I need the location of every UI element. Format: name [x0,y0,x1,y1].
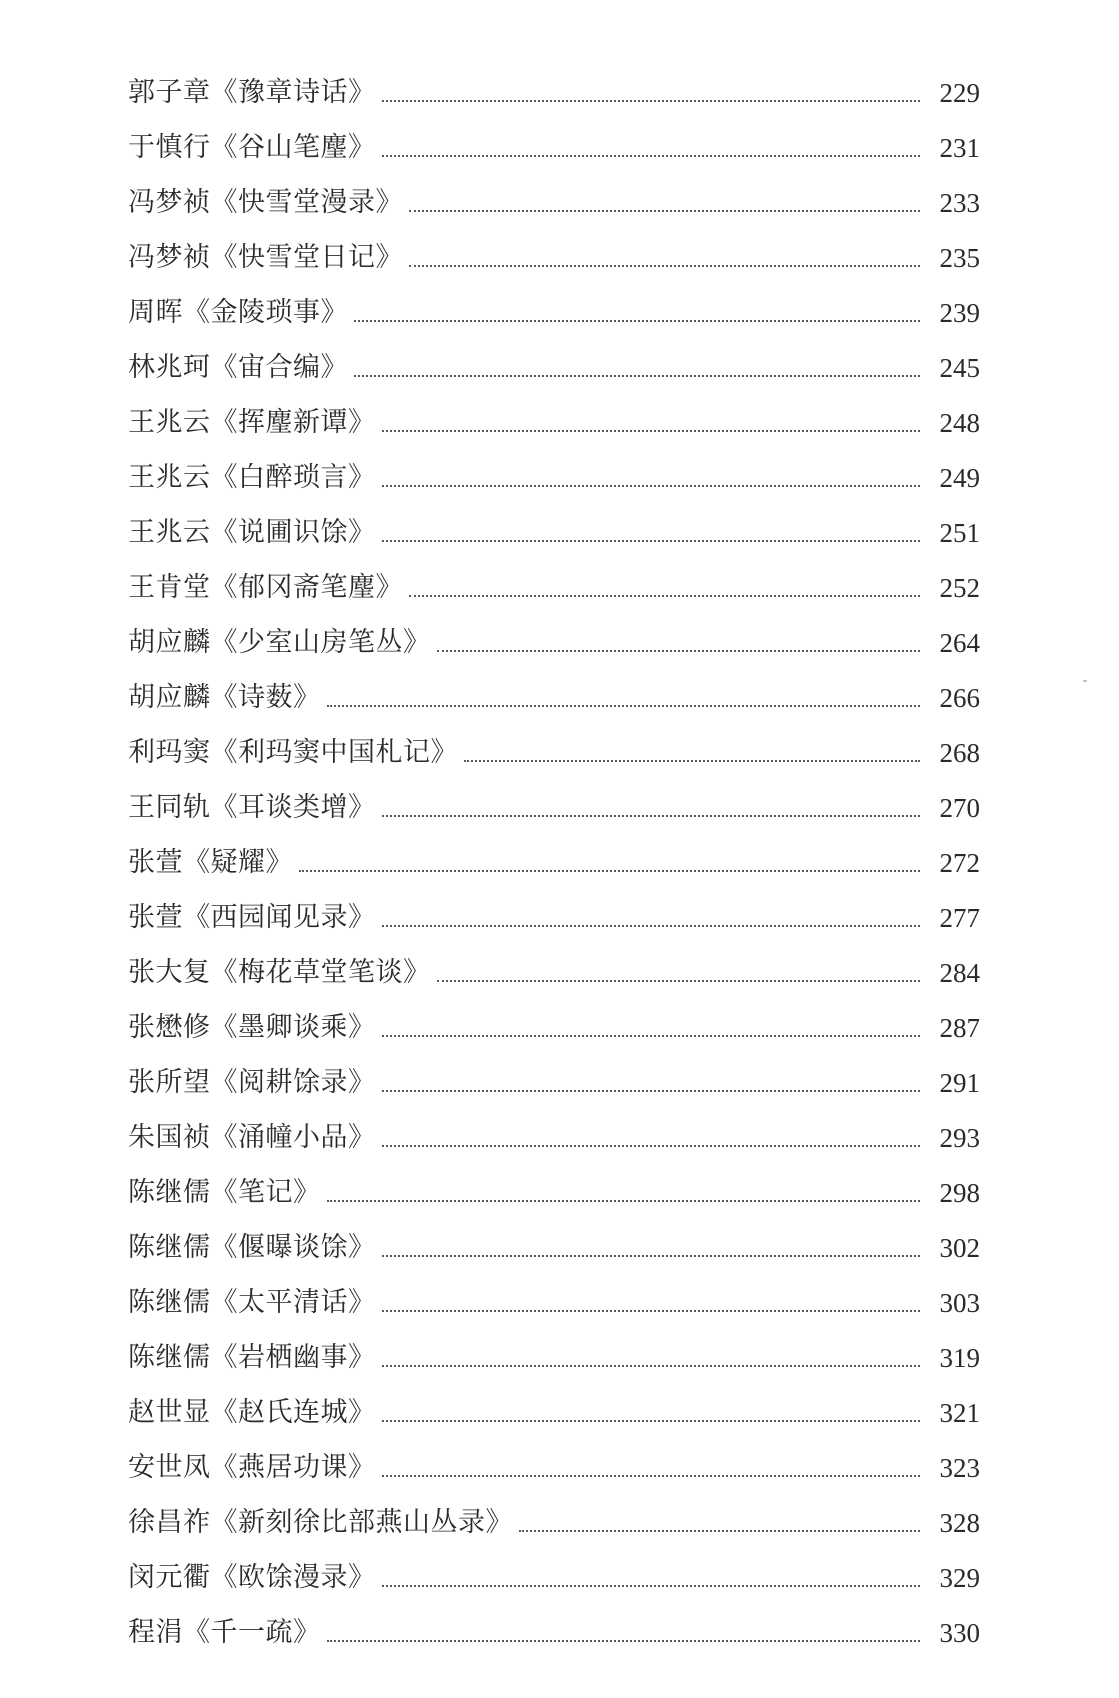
toc-entry [128,1158,980,1213]
toc-entry-page: 266 [939,683,980,713]
toc-entry [128,993,980,1048]
toc-entry-page: 319 [939,1343,980,1373]
dot-leader [437,650,921,652]
toc-entry [128,443,980,498]
toc-entry-title: 王肯堂《郁冈斋笔麈》 [128,572,403,603]
toc-entry [128,1323,980,1378]
toc-entry-title: 闵元衢《欧馀漫录》 [128,1562,376,1593]
toc-entry-page: 330 [939,1618,980,1648]
toc-entry [128,1213,980,1268]
toc-entry-page: 287 [939,1013,980,1043]
dot-leader [464,760,920,762]
dot-leader [437,980,921,982]
toc-entry [128,1598,980,1653]
toc-entry-page: 245 [939,353,980,383]
toc-entry-title: 张大复《梅花草堂笔谈》 [128,957,431,988]
dot-leader [382,485,921,487]
toc-entry-page: 302 [939,1233,980,1263]
dot-leader [409,595,920,597]
toc-entry-title: 张萱《西园闻见录》 [128,902,376,933]
toc-entry-title: 张所望《阅耕馀录》 [128,1067,376,1098]
toc-entry-page: 239 [939,298,980,328]
toc-entry-page: 231 [939,133,980,163]
dot-leader [382,1365,921,1367]
toc-entry-page: 284 [939,958,980,988]
dot-leader [382,155,921,157]
toc-entry-page: 291 [939,1068,980,1098]
toc-entry [128,1103,980,1158]
scan-speck [1083,680,1087,682]
toc-entry [128,773,980,828]
dot-leader [382,1475,921,1477]
toc-entry-title: 周晖《金陵琐事》 [128,297,348,328]
dot-leader [382,1035,921,1037]
toc-entry [128,663,980,718]
toc-entry [128,1488,980,1543]
table-of-contents [128,58,980,1653]
dot-leader [519,1530,920,1532]
toc-entry-title: 利玛窦《利玛窦中国札记》 [128,737,458,768]
toc-entry-page: 249 [939,463,980,493]
toc-entry [128,58,980,113]
toc-entry-title: 于慎行《谷山笔麈》 [128,132,376,163]
toc-entry-title: 徐昌祚《新刻徐比部燕山丛录》 [128,1507,513,1538]
toc-entry-page: 229 [939,78,980,108]
toc-entry-title: 程涓《千一疏》 [128,1617,321,1648]
dot-leader [354,375,920,377]
toc-entry-page: 272 [939,848,980,878]
toc-entry [128,168,980,223]
dot-leader [354,320,920,322]
toc-entry-page: 270 [939,793,980,823]
toc-entry-page: 328 [939,1508,980,1538]
toc-entry [128,113,980,168]
dot-leader [382,100,921,102]
toc-entry [128,883,980,938]
toc-entry [128,1268,980,1323]
toc-entry-title: 王兆云《说圃识馀》 [128,517,376,548]
dot-leader [382,1420,921,1422]
toc-entry-title: 胡应麟《少室山房笔丛》 [128,627,431,658]
toc-entry-page: 251 [939,518,980,548]
toc-entry-title: 郭子章《豫章诗话》 [128,77,376,108]
toc-entry [128,1433,980,1488]
toc-entry [128,1048,980,1103]
dot-leader [382,1145,921,1147]
dot-leader [382,1310,921,1312]
toc-entry-page: 293 [939,1123,980,1153]
toc-entry-page: 303 [939,1288,980,1318]
toc-entry-title: 陈继儒《笔记》 [128,1177,321,1208]
toc-entry-page: 298 [939,1178,980,1208]
toc-entry-page: 252 [939,573,980,603]
dot-leader [327,1200,921,1202]
toc-entry-page: 321 [939,1398,980,1428]
dot-leader [327,1640,921,1642]
dot-leader [382,925,921,927]
toc-entry-title: 林兆珂《宙合编》 [128,352,348,383]
dot-leader [382,1585,921,1587]
toc-entry-page: 235 [939,243,980,273]
toc-entry [128,278,980,333]
dot-leader [382,430,921,432]
toc-entry-title: 陈继儒《太平清话》 [128,1287,376,1318]
toc-entry-title: 王兆云《挥麈新谭》 [128,407,376,438]
toc-entry [128,1378,980,1433]
toc-entry-page: 233 [939,188,980,218]
dot-leader [327,705,921,707]
toc-entry-title: 王兆云《白醉琐言》 [128,462,376,493]
toc-entry [128,828,980,883]
toc-entry-title: 胡应麟《诗薮》 [128,682,321,713]
dot-leader [382,1090,921,1092]
toc-entry [128,498,980,553]
toc-entry-title: 陈继儒《偃曝谈馀》 [128,1232,376,1263]
toc-entry [128,333,980,388]
toc-entry-title: 安世凤《燕居功课》 [128,1452,376,1483]
toc-entry-title: 陈继儒《岩栖幽事》 [128,1342,376,1373]
toc-entry [128,718,980,773]
toc-entry-title: 冯梦祯《快雪堂日记》 [128,242,403,273]
dot-leader [382,1255,921,1257]
toc-entry [128,223,980,278]
dot-leader [299,870,920,872]
dot-leader [409,265,920,267]
toc-entry-title: 赵世显《赵氏连城》 [128,1397,376,1428]
toc-entry-page: 268 [939,738,980,768]
toc-entry-title: 张懋修《墨卿谈乘》 [128,1012,376,1043]
dot-leader [382,540,921,542]
toc-entry [128,388,980,443]
toc-entry-title: 冯梦祯《快雪堂漫录》 [128,187,403,218]
toc-entry [128,608,980,663]
toc-entry-page: 323 [939,1453,980,1483]
toc-entry [128,1543,980,1598]
toc-entry-page: 248 [939,408,980,438]
toc-entry-page: 264 [939,628,980,658]
toc-entry-title: 张萱《疑耀》 [128,847,293,878]
dot-leader [409,210,920,212]
toc-entry-page: 329 [939,1563,980,1593]
toc-entry-title: 王同轨《耳谈类增》 [128,792,376,823]
toc-entry [128,553,980,608]
dot-leader [382,815,921,817]
toc-entry-page: 277 [939,903,980,933]
toc-entry [128,938,980,993]
toc-entry-title: 朱国祯《涌幢小品》 [128,1122,376,1153]
